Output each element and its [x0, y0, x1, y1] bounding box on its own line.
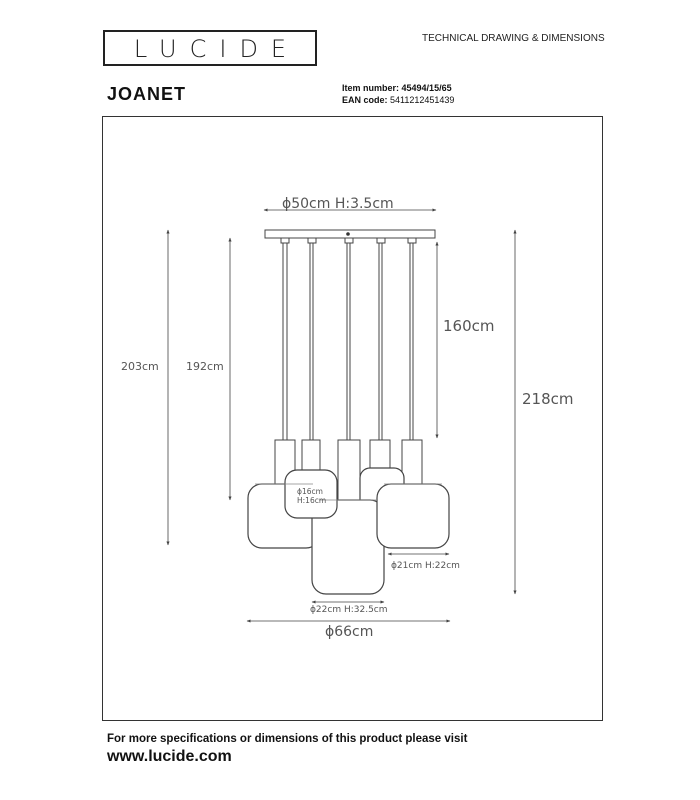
dim-shade-small-height: H:16cm [297, 496, 327, 505]
dim-height-192: 192cm [186, 360, 224, 373]
shade-right [377, 484, 449, 548]
dim-shade-medium: ϕ21cm H:22cm [391, 561, 460, 571]
document-title: TECHNICAL DRAWING & DIMENSIONS [422, 33, 605, 44]
cables [283, 238, 413, 440]
dim-canopy: ϕ50cm H:3.5cm [282, 196, 394, 212]
ean-value: 5411212451439 [390, 95, 455, 105]
logo-text: LUCIDE [133, 35, 300, 63]
dim-cable-length: 160cm [443, 317, 495, 335]
dim-overall-width: ϕ66cm [325, 624, 374, 640]
dim-total-height-right: 218cm [522, 390, 574, 408]
ean-label: EAN code: [342, 95, 388, 105]
item-number-value: 45494/15/65 [401, 83, 452, 93]
footer-specs-text: For more specifications or dimensions of this product please visit [107, 733, 468, 745]
dim-shade-large: ϕ22cm H:32.5cm [310, 605, 388, 615]
footer-website-link[interactable]: www.lucide.com [107, 748, 232, 765]
product-name: JOANET [107, 84, 187, 104]
item-number-label: Item number: [342, 83, 400, 93]
dim-shade-small-diameter: ϕ16cm [297, 487, 323, 496]
dim-total-height-left: 203cm [121, 360, 159, 373]
cable-grips [281, 238, 416, 243]
canopy [265, 230, 435, 238]
canopy-center-screw [346, 232, 350, 236]
